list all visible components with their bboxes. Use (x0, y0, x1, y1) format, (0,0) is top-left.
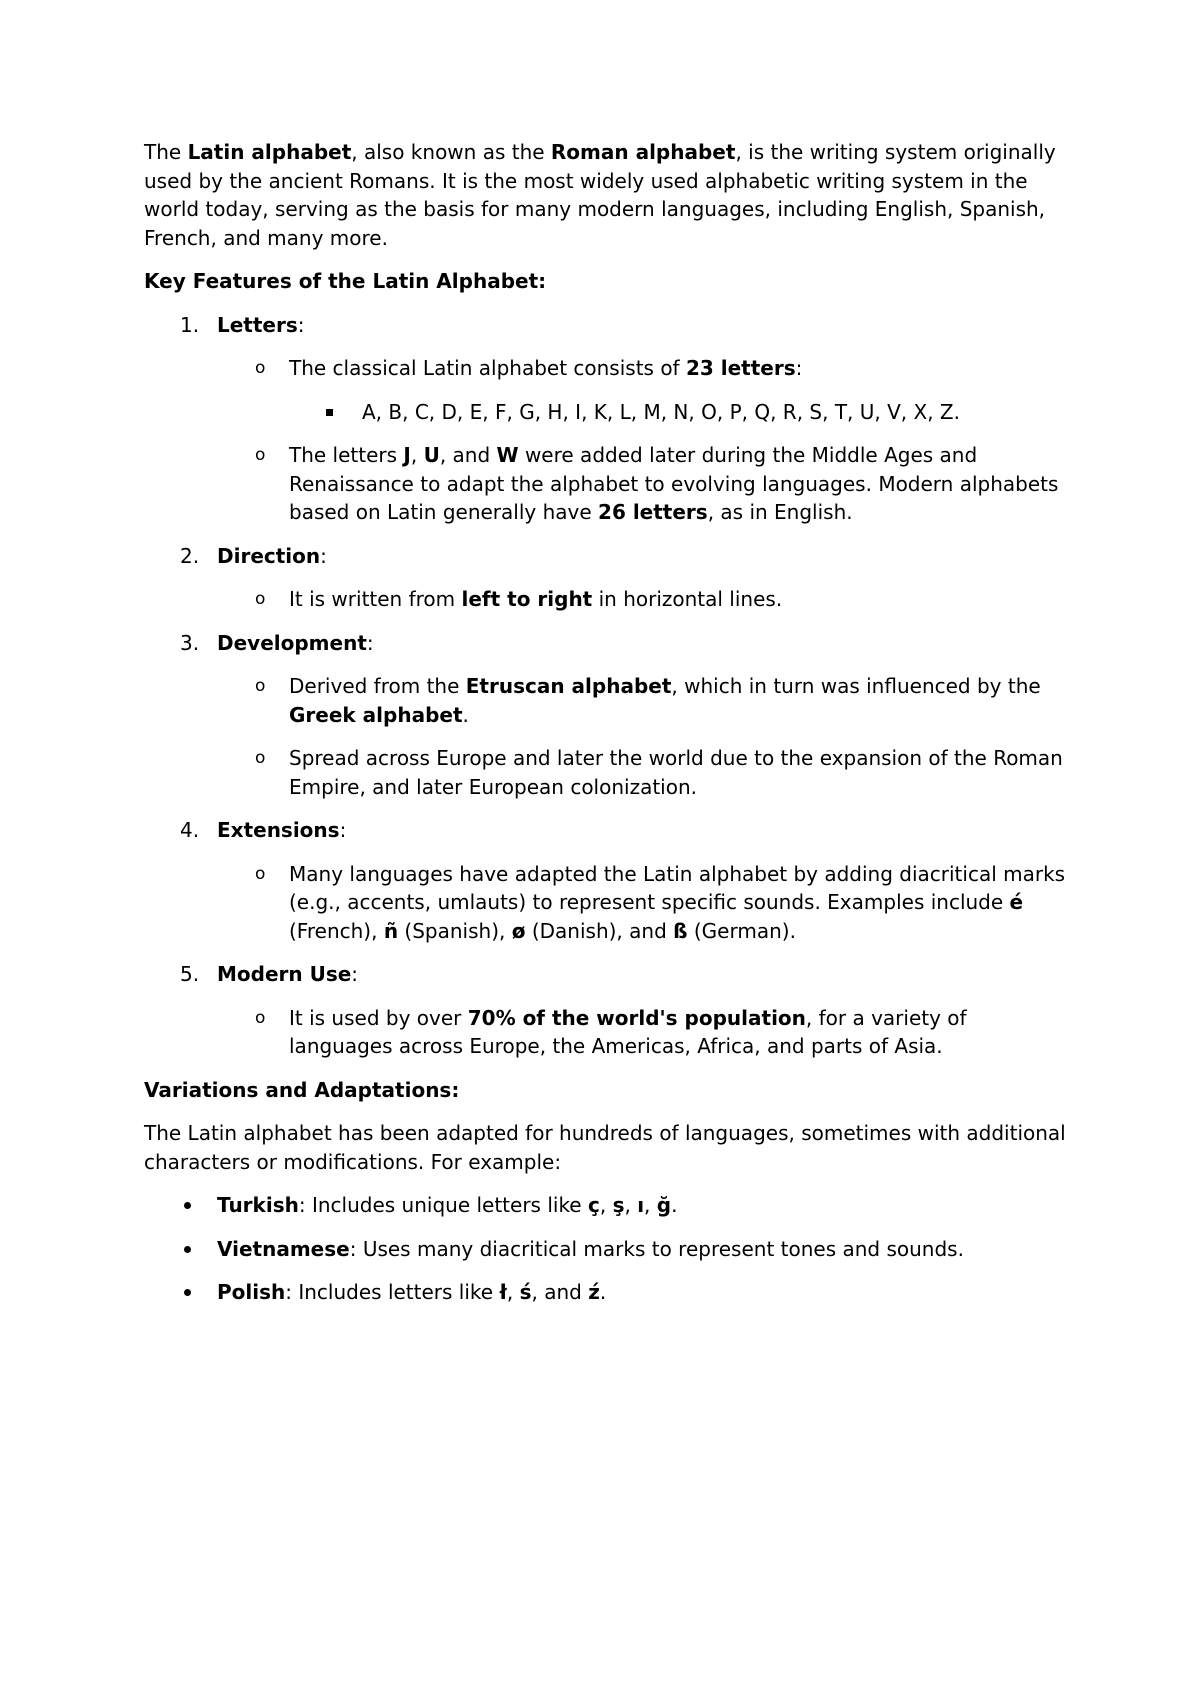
example-title: Turkish (217, 1193, 299, 1217)
subsub-item-letter-list (362, 398, 1074, 427)
sub-item (255, 744, 1074, 801)
bold-text: ş (612, 1193, 625, 1217)
text: in horizontal lines. (592, 587, 783, 611)
colon: : (297, 312, 305, 337)
circle-bullet-icon: o (255, 676, 266, 696)
list-number: 3. (180, 630, 200, 655)
bold-text: ß (673, 918, 688, 943)
intro-text: The (144, 140, 188, 164)
text: were added later during the Middle Ages and Renaissance to adapt the alphabet to evolving languages. Modern alphabets based on Latin generally have (289, 443, 1059, 524)
sub-item (255, 860, 1074, 946)
dot-bullet-icon (184, 1202, 191, 1209)
text: (French), (289, 918, 384, 943)
bold-text: J (403, 443, 411, 467)
feature-item-letters (144, 311, 1074, 340)
list-number: 4. (180, 818, 200, 842)
feature-item-direction (144, 542, 1074, 571)
bold-text: 26 letters (598, 500, 708, 524)
text: (Danish), and (525, 918, 674, 943)
text: Derived from the (289, 674, 466, 698)
text: It is used by over (289, 1005, 468, 1030)
text: . (671, 1193, 678, 1217)
text: . (462, 702, 469, 727)
dot-bullet-icon (184, 1289, 191, 1296)
bold-text: ś (519, 1280, 532, 1304)
text: , (599, 1193, 613, 1217)
example-item-vietnamese (144, 1235, 1074, 1264)
feature-title: Letters (217, 312, 298, 337)
sub-list-letters (255, 354, 1074, 527)
example-title: Vietnamese (217, 1236, 350, 1261)
colon: : (320, 543, 327, 568)
circle-bullet-icon: o (255, 1007, 266, 1028)
text: : (795, 356, 803, 380)
text: , (644, 1193, 657, 1217)
example-item-turkish (144, 1191, 1074, 1220)
text: It is written from (289, 587, 462, 611)
text: : Includes letters like (285, 1280, 500, 1304)
colon: : (366, 630, 374, 655)
example-item-polish (144, 1278, 1074, 1307)
feature-item-development (144, 629, 1074, 658)
list-number: 1. (180, 312, 200, 337)
document-page (144, 138, 1074, 1322)
feature-title: Modern Use (217, 962, 352, 986)
intro-bold-roman: Roman alphabet (550, 140, 736, 164)
text: : Includes unique letters like (298, 1193, 588, 1217)
square-bullet-icon (326, 409, 333, 416)
variations-paragraph: The Latin alphabet has been adapted for hundreds of languages, sometimes with additional characters or modifications. For example: (144, 1121, 1066, 1174)
bold-text: W (496, 443, 519, 467)
sub-item (255, 585, 1074, 614)
bold-text: ç (587, 1193, 600, 1217)
colon: : (351, 962, 359, 986)
sub-list-extensions (255, 860, 1074, 946)
bold-text: ø (511, 918, 526, 943)
colon: : (339, 818, 347, 842)
feature-title: Development (217, 630, 367, 655)
circle-bullet-icon: o (255, 445, 266, 465)
text: . (599, 1280, 607, 1304)
sub-item (255, 354, 1074, 383)
circle-bullet-icon: o (255, 589, 266, 609)
sub-list-direction (255, 585, 1074, 614)
sub-item (255, 1004, 1074, 1061)
text: The classical Latin alphabet consists of (289, 356, 686, 380)
bold-text: 23 letters (685, 356, 796, 380)
feature-item-modern-use (144, 960, 1074, 989)
intro-text: , also known as the (351, 140, 551, 164)
text: (Spanish), (398, 918, 512, 943)
text: , (410, 443, 424, 467)
heading-variations: Variations and Adaptations: (144, 1077, 460, 1102)
text: , and (531, 1280, 589, 1304)
text: , which in turn was influenced by the (671, 674, 1041, 698)
sub-list-modern-use (255, 1004, 1074, 1061)
text: , (624, 1193, 638, 1217)
bold-text: left to right (461, 587, 593, 611)
bold-text: ñ (383, 918, 399, 943)
bold-text: é (1009, 890, 1024, 914)
intro-bold-latin: Latin alphabet (187, 140, 352, 164)
circle-bullet-icon: o (255, 863, 266, 884)
sub-list-development (255, 672, 1074, 801)
feature-item-extensions (144, 816, 1074, 845)
heading-key-features: Key Features of the Latin Alphabet: (144, 269, 547, 293)
bold-text: Greek alphabet (289, 702, 463, 727)
text: The letters (289, 443, 404, 467)
text: , for a variety of languages across Europe, the Americas, Africa, and parts of Asia. (289, 1005, 967, 1058)
circle-bullet-icon: o (255, 748, 266, 768)
text: (German). (687, 918, 796, 943)
text: : Uses many diacritical marks to represent tones and sounds. (349, 1236, 964, 1261)
bold-text: Etruscan alphabet (465, 674, 672, 698)
text: , and (439, 443, 497, 467)
list-number: 5. (180, 962, 200, 986)
feature-title: Extensions (217, 818, 340, 842)
bold-text: ğ (656, 1193, 672, 1217)
dot-bullet-icon (184, 1246, 191, 1253)
sub-item (255, 441, 1074, 527)
feature-title: Direction (217, 543, 321, 568)
bold-text: ı (637, 1193, 645, 1217)
text: , (506, 1280, 520, 1304)
bold-text: ź (588, 1280, 600, 1304)
circle-bullet-icon: o (255, 358, 266, 378)
sub-item (255, 672, 1074, 729)
example-title: Polish (217, 1280, 286, 1304)
text: , as in English. (707, 500, 853, 524)
text: Spread across Europe and later the world due to the expansion of the Roman Empire, and later European colonization. (289, 746, 1063, 799)
intro-paragraph (144, 138, 1074, 252)
intro-text: , is the writing system originally used by the ancient Romans. It is the most widely used alphabetic writing system in the world today, serving as the basis for many modern languages, including English, Spanish, French, and many more. (144, 140, 1056, 250)
bold-text: ł (499, 1280, 507, 1304)
list-number: 2. (180, 543, 200, 568)
bold-text: 70% of the world's population (467, 1005, 806, 1030)
text: Many languages have adapted the Latin alphabet by adding diacritical marks (e.g., accents, umlauts) to represent specific sounds. Examples include (289, 861, 1066, 914)
letter-list: A, B, C, D, E, F, G, H, I, K, L, M, N, O, P, Q, R, S, T, U, V, X, Z. (362, 399, 960, 424)
bold-text: U (423, 443, 440, 467)
